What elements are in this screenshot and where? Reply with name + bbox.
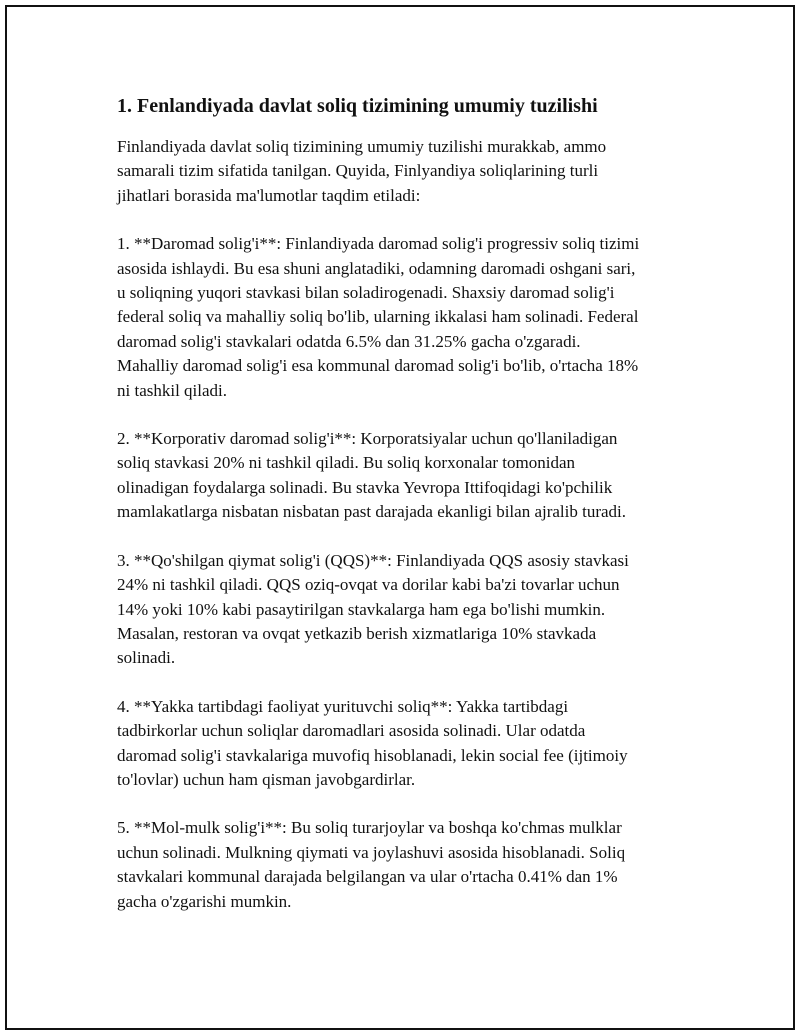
document-title: 1. Fenlandiyada davlat soliq tizimining umumiy tuzilishi: [117, 95, 598, 117]
intro-paragraph: Finlandiyada davlat soliq tizimining umumiy tuzilishi murakkab, ammo samarali tizim sifatida tanilgan. Quyida, Finlyandiya soliqlarining turli jihatlari borasida ma'lumotlar taqdim etiladi:: [117, 137, 607, 205]
corporate-tax-paragraph: 2. **Korporativ daromad solig'i**: Korporatsiyalar uchun qo'llaniladigan soliq stavkasi 20% ni tashkil qiladi. Bu soliq korxonalar tomonidan olinadigan foydalarga solinadi. Bu stavka Yevropa Ittifoqidagi ko'pchilik mamlakatlarga nisbatan nisbatan past darajada ekanligi bilan ajralib turadi.: [117, 429, 627, 522]
vat-paragraph: 3. **Qo'shilgan qiymat solig'i (QQS)**: Finlandiyada QQS asosiy stavkasi 24% ni tashkil qiladi. QQS oziq-ovqat va dorilar kabi ba'zi tovarlar uchun 14% yoki 10% kabi pasaytirilgan stavkalarga ham ega bo'lishi mumkin. Masalan, restoran va ovqat yetkazib berish xizmatlariga 10% stavkada solinadi.: [117, 550, 629, 668]
income-tax-paragraph: 1. **Daromad solig'i**: Finlandiyada daromad solig'i progressiv soliq tizimi asosida ishlaydi. Bu esa shuni anglatadiki, odamning daromadi oshgani sari, u soliqning yuqori stavkasi bilan soladirogenadi. Shaxsiy daromad solig'i federal soliq va mahalliy soliq bo'lib, ularning ikkalasi ham solinadi. Federal daromad solig'i stavkalari odatda 6.5% dan 31.25% gacha o'zgaradi. Mahalliy daromad solig'i esa kommunal daromad solig'i bo'lib, o'rtacha 18% ni tashkil qiladi.: [117, 234, 640, 400]
document-body: [117, 93, 697, 938]
property-tax-paragraph: 5. **Mol-mulk solig'i**: Bu soliq turarjoylar va boshqa ko'chmas mulklar uchun solinadi. Mulkning qiymati va joylashuvi asosida hisoblanadi. Soliq stavkalari kommunal darajada belgilangan va ular o'rtacha 0.41% dan 1% gacha o'zgarishi mumkin.: [117, 818, 626, 911]
self-employed-tax-paragraph: 4. **Yakka tartibdagi faoliyat yurituvchi soliq**: Yakka tartibdagi tadbirkorlar uchun soliqlar daromadlari asosida solinadi. Ular odatda daromad solig'i stavkalariga muvofiq hisoblanadi, lekin social fee (ijtimoiy to'lovlar) uchun ham qisman javobgardirlar.: [117, 696, 628, 789]
